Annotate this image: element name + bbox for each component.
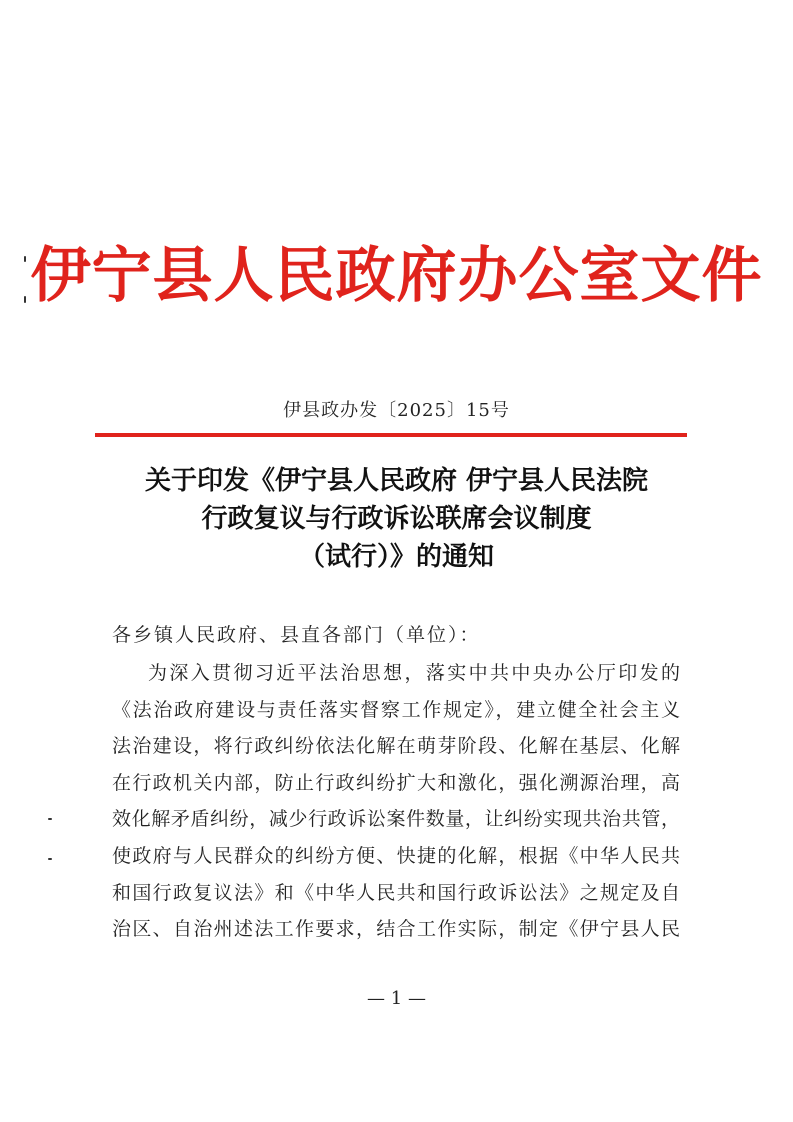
body-line: 和国行政复议法》和《中华人民共和国行政诉讼法》之规定及自 <box>112 881 680 904</box>
title-line-1: 关于印发《伊宁县人民政府 伊宁县人民法院 <box>144 466 649 496</box>
scan-speck <box>24 296 26 303</box>
title-line-3: （试行）》的通知 <box>298 542 494 572</box>
body-line: 为深入贯彻习近平法治思想，落实中共中央办公厅印发的 <box>148 662 680 684</box>
title-line-2: 行政复议与行政诉讼联席会议制度 <box>201 504 592 534</box>
salutation: 各乡镇人民政府、县直各部门（单位）： <box>112 624 481 646</box>
scan-speck <box>24 256 26 262</box>
document-number: 伊县政办发〔2025〕15号 <box>283 400 510 421</box>
red-divider-line <box>95 433 687 437</box>
body-line: 治区、自治州述法工作要求，结合工作实际，制定《伊宁县人民 <box>112 918 680 941</box>
body-line: 使政府与人民群众的纠纷方便、快捷的化解，根据《中华人民共 <box>112 844 680 867</box>
scan-speck <box>48 818 52 820</box>
body-paragraph <box>112 655 680 948</box>
page-number: — 1 — <box>367 988 426 1009</box>
body-line: 法治建设，将行政纠纷依法化解在萌芽阶段、化解在基层、化解 <box>112 735 680 758</box>
notice-title <box>80 462 713 576</box>
body-line: 在行政机关内部，防止行政纠纷扩大和激化，强化溯源治理，高 <box>112 771 680 794</box>
body-line: 《法治政府建设与责任落实督察工作规定》，建立健全社会主义 <box>112 698 680 721</box>
scan-speck <box>48 858 52 860</box>
masthead-title: 伊宁县人民政府办公室文件 <box>30 241 763 311</box>
body-line: 效化解矛盾纠纷，减少行政诉讼案件数量，让纠纷实现共治共管， <box>112 808 680 831</box>
